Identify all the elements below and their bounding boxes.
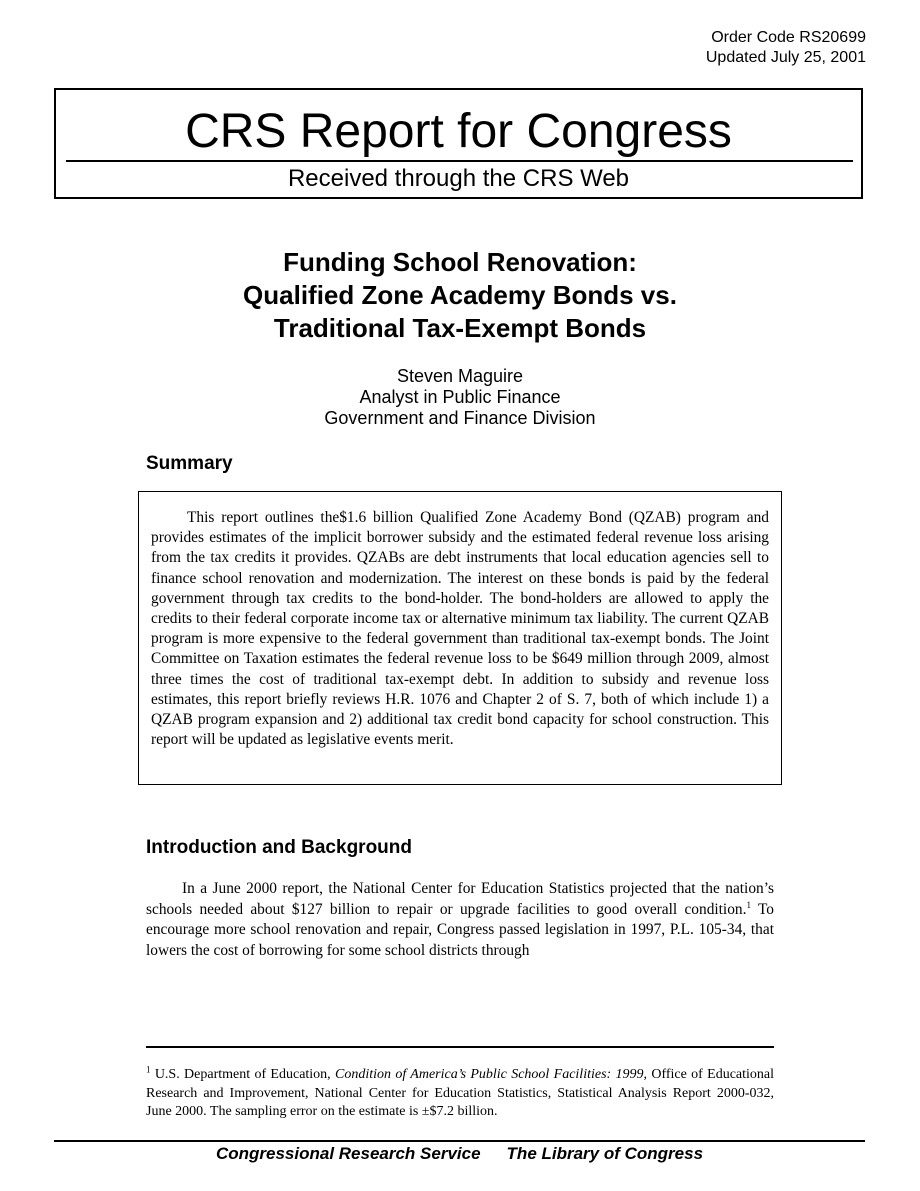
order-info [706, 28, 866, 68]
intro-text-part-2: To encourage more school renovation and repair, Congress passed legislation in 1997, P.L. 105-34, that lowers the cost of borrowing for some school districts through [146, 900, 774, 959]
footer-rule [54, 1140, 865, 1142]
footnote-reference[interactable]: 1 [746, 899, 751, 910]
introduction-heading: Introduction and Background [146, 837, 412, 858]
author-block [100, 366, 820, 429]
introduction-paragraph [146, 879, 774, 961]
report-title-line-1: Funding School Renovation: [283, 247, 637, 277]
order-code: Order Code RS20699 [711, 29, 866, 46]
summary-text: This report outlines the$1.6 billion Qualified Zone Academy Bond (QZAB) program and provides estimates of the implicit borrower subsidy and the estimated federal revenue loss arising from the tax credits it provides. QZABs are debt instruments that local education agencies sell to finance school renovation and modernization. The interest on these bonds is paid by the federal government through tax credits to the bond-holder. The bond-holders are allowed to apply the credits to their federal corporate income tax or alternative minimum tax liability. The current QZAB program is more expensive to the federal government than traditional tax-exempt bonds. The Joint Committee on Taxation estimates the federal revenue loss to be $649 million through 2009, almost three times the cost of traditional tax-exempt debt. In addition to subsidy and revenue loss estimates, this report briefly reviews H.R. 1076 and Chapter 2 of S. 7, both of which include 1) a QZAB program expansion and 2) additional tax credit bond capacity for school construction. This report will be updated as legislative events merit. [151, 509, 769, 749]
footer-library: The Library of Congress [506, 1144, 704, 1163]
footnote-text-part-2: , Office of Educational Research and Improvement, National Center for Education Statistics, Statistical Analysis Report 2000-032, June 2000. The sampling error on the estimate is ±$7.2 billion. [146, 1067, 774, 1119]
updated-date: Updated July 25, 2001 [705, 49, 866, 66]
masthead-subtitle: Received through the CRS Web [287, 165, 630, 192]
masthead-rule [66, 160, 853, 162]
intro-text-part-1: In a June 2000 report, the National Center for Education Statistics projected that the nation’s schools needed about $127 billion to repair or upgrade facilities to good overall condition. [146, 880, 774, 918]
footnote-text-part-1: U.S. Department of Education, [150, 1067, 336, 1082]
report-title-line-3: Traditional Tax-Exempt Bonds [273, 313, 647, 343]
report-title [100, 246, 820, 345]
summary-box [138, 491, 782, 785]
footnote-rule [146, 1046, 774, 1048]
masthead [54, 88, 863, 199]
footer [54, 1143, 865, 1165]
author-title: Analyst in Public Finance [359, 387, 561, 407]
footnote-marker: 1 [146, 1064, 151, 1075]
footnote [146, 1066, 774, 1122]
author-name: Steven Maguire [396, 366, 524, 386]
masthead-title: CRS Report for Congress [185, 105, 732, 158]
author-division: Government and Finance Division [324, 408, 596, 428]
summary-heading: Summary [146, 453, 233, 474]
report-title-line-2: Qualified Zone Academy Bonds vs. [243, 280, 677, 310]
footnote-source-title: Condition of America’s Public School Facilities: 1999 [335, 1067, 644, 1082]
footer-crs: Congressional Research Service [215, 1144, 481, 1163]
